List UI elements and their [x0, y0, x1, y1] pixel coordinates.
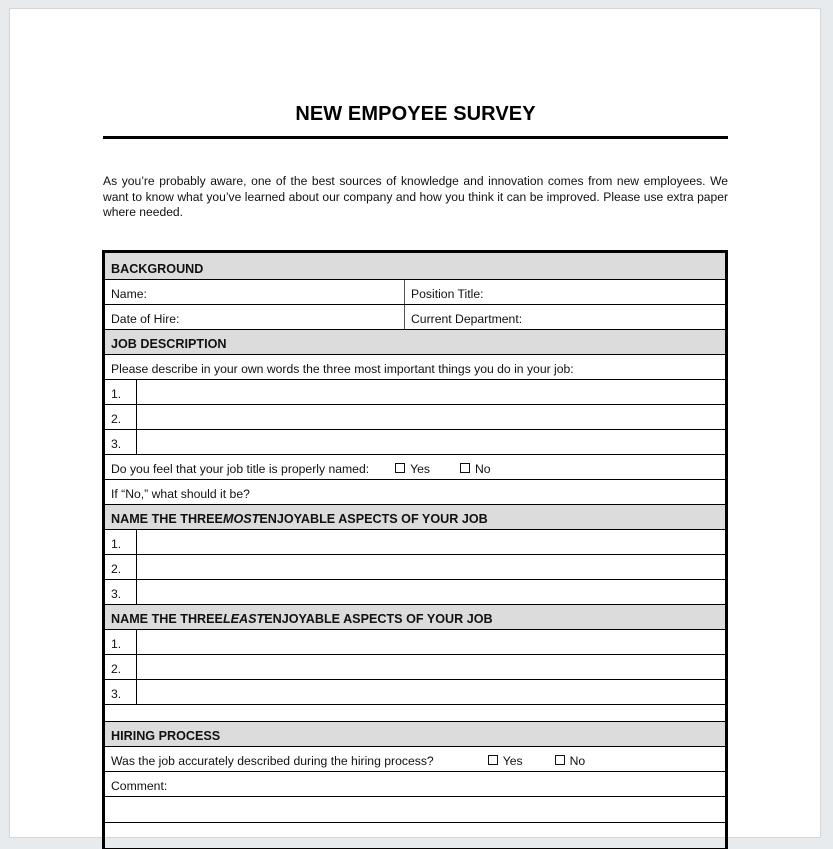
intro-paragraph: As you’re probably aware, one of the best sources of knowledge and innovation comes from new employees. We want to know what you’ve learned about our company and how you think it can be improved. Please use extra paper where needed.: [103, 174, 728, 219]
question-text: Was the job accurately described during the hiring process?: [111, 754, 434, 768]
checkbox-label: No: [569, 754, 586, 768]
section-heading: JOB DESCRIPTION: [111, 337, 227, 351]
checkbox-icon: [460, 463, 470, 473]
section-header-hiring-process: [105, 722, 725, 747]
item-number: 3.: [105, 430, 137, 454]
item-number: 1.: [105, 530, 137, 554]
least-enjoyable-1-field[interactable]: [137, 630, 725, 654]
section-heading: HIRING PROCESS: [111, 729, 221, 743]
checkbox-icon: [555, 755, 565, 765]
section-header-least-enjoyable: [105, 605, 725, 630]
survey-form: [102, 250, 728, 849]
comment-field-continued[interactable]: [105, 823, 725, 849]
list-item: [105, 380, 725, 405]
least-enjoyable-3-field[interactable]: [137, 680, 725, 704]
hiring-yes-checkbox[interactable]: [488, 754, 523, 768]
job-title-question: [105, 455, 725, 479]
question-text: Do you feel that your job title is properly named:: [111, 462, 370, 476]
comment-label-cell: [105, 772, 725, 796]
list-item: [105, 530, 725, 555]
position-title-field[interactable]: [405, 280, 725, 304]
job-title-suggestion-field[interactable]: [105, 480, 725, 504]
item-number: 2.: [105, 655, 137, 679]
job-duty-2-field[interactable]: [137, 405, 725, 429]
form-row: [105, 480, 725, 505]
section-header-job-description: [105, 330, 725, 355]
checkbox-label: Yes: [410, 462, 430, 476]
comment-field[interactable]: [105, 797, 725, 823]
current-department-field[interactable]: [405, 305, 725, 329]
checkbox-label: Yes: [502, 754, 523, 768]
section-header-most-enjoyable: [105, 505, 725, 530]
section-heading: BACKGROUND: [111, 262, 204, 276]
job-description-prompt: Please describe in your own words the three most important things you do in your job:: [111, 362, 574, 376]
most-enjoyable-1-field[interactable]: [137, 530, 725, 554]
item-number: 1.: [105, 630, 137, 654]
spacer-row: [105, 705, 725, 722]
item-number: 3.: [105, 580, 137, 604]
checkbox-icon: [488, 755, 498, 765]
page-title: NEW EMPOYEE SURVEY: [295, 103, 536, 125]
item-number: 3.: [105, 680, 137, 704]
list-item: [105, 555, 725, 580]
job-title-no-checkbox[interactable]: [460, 462, 491, 476]
section-header-background: [105, 253, 725, 280]
heading-text: NAME THE THREE: [111, 612, 223, 626]
hiring-question: [105, 747, 725, 771]
hiring-no-checkbox[interactable]: [555, 754, 586, 768]
list-item: [105, 630, 725, 655]
item-number: 2.: [105, 405, 137, 429]
form-row: [105, 747, 725, 772]
form-row: [105, 772, 725, 797]
list-item: [105, 680, 725, 705]
heading-text: NAME THE THREE: [111, 512, 223, 526]
title-divider: [103, 136, 728, 139]
list-item: [105, 430, 725, 455]
form-row: [105, 305, 725, 330]
heading-emphasis: MOST: [222, 512, 260, 526]
field-label: Name:: [111, 287, 147, 301]
field-label: Comment:: [111, 779, 168, 793]
job-title-yes-checkbox[interactable]: [395, 462, 430, 476]
list-item: [105, 405, 725, 430]
job-duty-1-field[interactable]: [137, 380, 725, 404]
name-field[interactable]: [105, 280, 405, 304]
heading-text: ENJOYABLE ASPECTS OF YOUR JOB: [259, 512, 488, 526]
section-heading: [105, 605, 493, 629]
heading-text: ENJOYABLE ASPECTS OF YOUR JOB: [264, 612, 493, 626]
heading-emphasis: LEAST: [222, 612, 265, 626]
list-item: [105, 655, 725, 680]
job-duty-3-field[interactable]: [137, 430, 725, 454]
checkbox-icon: [395, 463, 405, 473]
field-label: Position Title:: [411, 287, 484, 301]
form-row: [105, 455, 725, 480]
section-heading: [105, 505, 488, 529]
most-enjoyable-2-field[interactable]: [137, 555, 725, 579]
field-label: Current Department:: [411, 312, 523, 326]
form-row: [105, 355, 725, 380]
least-enjoyable-2-field[interactable]: [137, 655, 725, 679]
field-label: Date of Hire:: [111, 312, 180, 326]
checkbox-label: No: [475, 462, 491, 476]
list-item: [105, 580, 725, 605]
form-row: [105, 280, 725, 305]
field-label: If “No,” what should it be?: [111, 487, 250, 501]
item-number: 2.: [105, 555, 137, 579]
most-enjoyable-3-field[interactable]: [137, 580, 725, 604]
date-of-hire-field[interactable]: [105, 305, 405, 329]
item-number: 1.: [105, 380, 137, 404]
